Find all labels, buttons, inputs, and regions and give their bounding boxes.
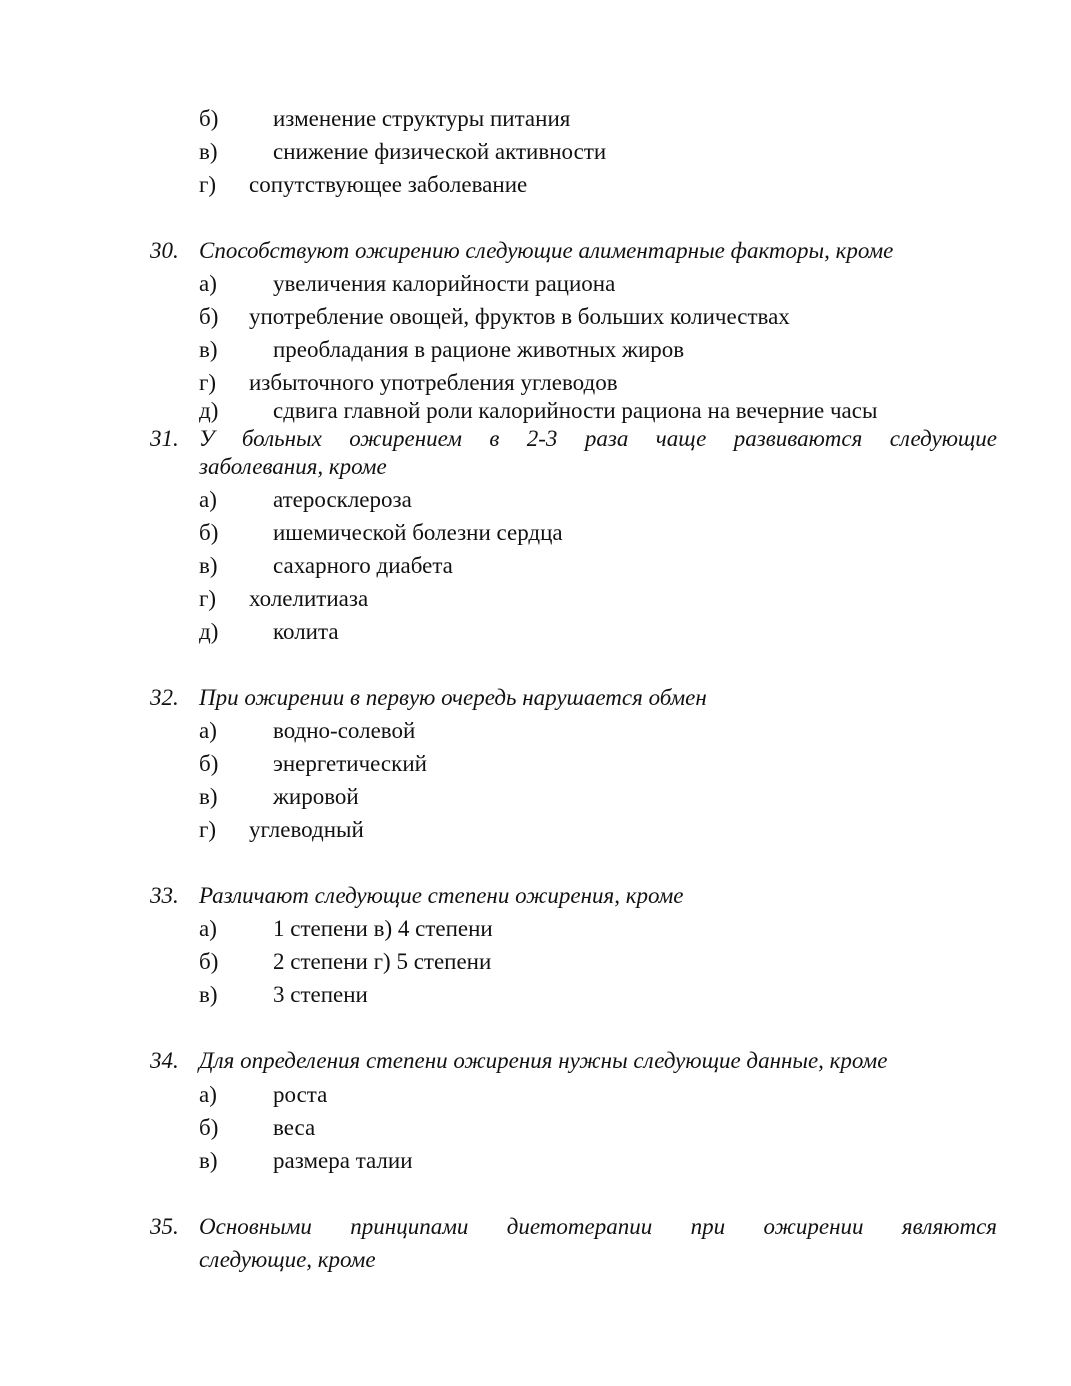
option-text: 2 степени г) 5 степени — [273, 949, 492, 974]
option-text: углеводный — [249, 817, 364, 842]
option-text: 3 степени — [273, 982, 368, 1007]
option-letter: г) — [199, 586, 217, 611]
option-letter: б) — [199, 304, 219, 329]
option-letter: г) — [199, 370, 217, 395]
option-text: избыточного употребления углеводов — [249, 370, 618, 395]
option-letter: б) — [199, 949, 219, 974]
option-text: преобладания в рационе животных жиров — [273, 337, 685, 362]
option-letter: в) — [199, 784, 218, 809]
option-letter: в) — [199, 139, 218, 164]
option-letter: г) — [199, 817, 217, 842]
option-text: увеличения калорийности рациона — [273, 271, 616, 296]
question-text: При ожирении в первую очередь нарушается обмен — [199, 685, 707, 710]
option-text: сахарного диабета — [273, 553, 453, 578]
question-number: 35. — [150, 1214, 179, 1239]
option-text: сдвига главной роли калорийности рациона на вечерние часы — [273, 398, 878, 423]
option-letter: в) — [199, 1148, 218, 1173]
option-letter: а) — [199, 916, 217, 941]
option-text: энергетический — [273, 751, 427, 776]
option-text: употребление овощей, фруктов в больших количествах — [249, 304, 790, 329]
option-letter: в) — [199, 337, 218, 362]
question-number: 34. — [150, 1048, 179, 1073]
question-text-continued: следующие, кроме — [199, 1247, 376, 1272]
option-text: холелитиаза — [249, 586, 369, 611]
option-letter: д) — [199, 398, 219, 423]
option-letter: в) — [199, 553, 218, 578]
option-letter: б) — [199, 1115, 219, 1140]
option-text: атеросклероза — [273, 487, 412, 512]
question-number: 30. — [150, 238, 179, 263]
option-text: водно-солевой — [273, 718, 416, 743]
option-text: снижение физической активности — [273, 139, 607, 164]
option-letter: а) — [199, 487, 217, 512]
option-text: сопутствующее заболевание — [249, 172, 528, 197]
option-text: 1 степени в) 4 степени — [273, 916, 493, 941]
question-number: 33. — [150, 883, 179, 908]
option-text: веса — [273, 1115, 316, 1140]
question-text: Для определения степени ожирения нужны следующие данные, кроме — [199, 1048, 888, 1073]
option-letter: б) — [199, 751, 219, 776]
question-text-continued: заболевания, кроме — [199, 454, 387, 479]
question-text: Различают следующие степени ожирения, кроме — [199, 883, 684, 908]
option-text: размера талии — [273, 1148, 413, 1173]
option-letter: б) — [199, 106, 219, 131]
option-text: жировой — [273, 784, 359, 809]
question-text: У больных ожирением в 2-3 раза чаще развиваются следующие — [199, 426, 997, 451]
option-letter: в) — [199, 982, 218, 1007]
option-text: колита — [273, 619, 339, 644]
question-number: 32. — [150, 685, 179, 710]
question-number: 31. — [150, 426, 179, 451]
option-text: роста — [273, 1082, 328, 1107]
option-letter: а) — [199, 1082, 217, 1107]
option-letter: а) — [199, 271, 217, 296]
option-letter: а) — [199, 718, 217, 743]
option-letter: б) — [199, 520, 219, 545]
option-letter: д) — [199, 619, 219, 644]
question-text: Способствуют ожирению следующие алиментарные факторы, кроме — [199, 238, 894, 263]
question-text: Основными принципами диетотерапии при ожирении являются — [199, 1214, 997, 1239]
option-text: ишемической болезни сердца — [273, 520, 563, 545]
option-letter: г) — [199, 172, 217, 197]
option-text: изменение структуры питания — [273, 106, 571, 131]
